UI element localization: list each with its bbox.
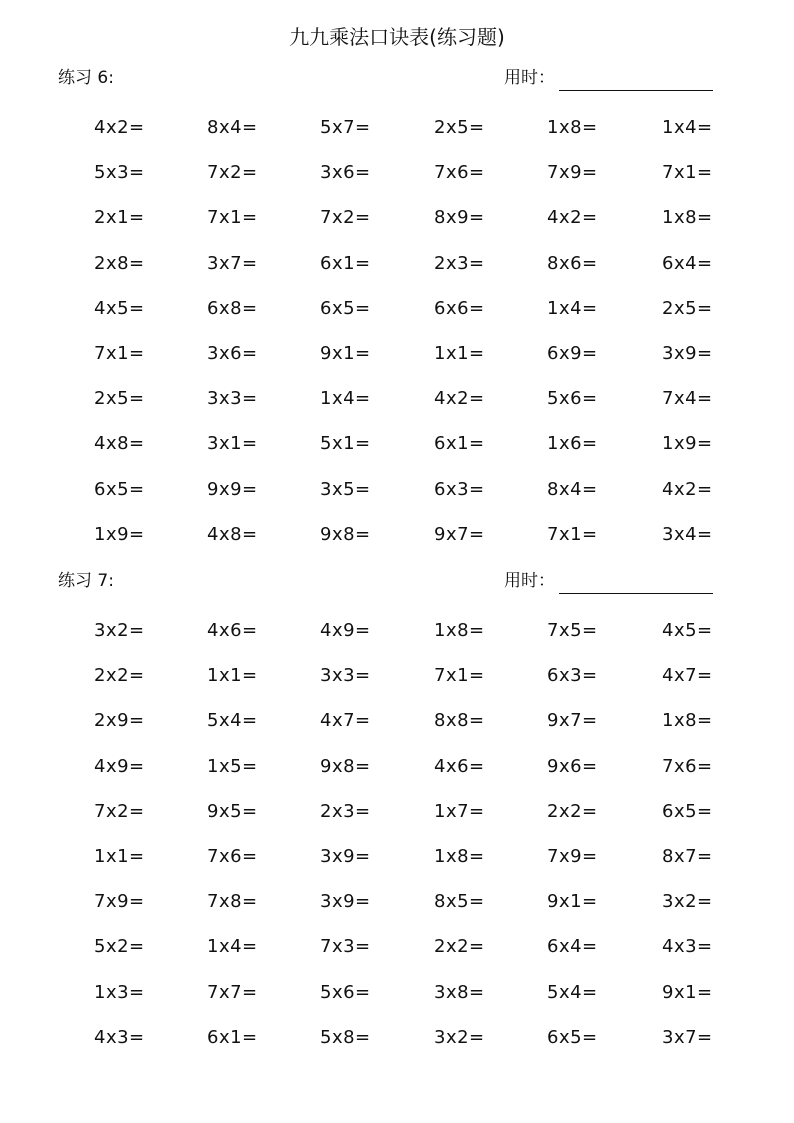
- problem-grid: [0, 106, 794, 558]
- problem-row: [0, 151, 794, 196]
- section-header: [0, 565, 794, 599]
- multiplication-problem: 7x1=: [547, 523, 598, 545]
- multiplication-problem: 6x3=: [547, 665, 598, 687]
- multiplication-problem: 7x9=: [547, 162, 598, 184]
- multiplication-problem: 3x4=: [662, 523, 713, 545]
- multiplication-problem: 9x1=: [547, 891, 598, 913]
- multiplication-problem: 3x9=: [320, 891, 371, 913]
- multiplication-problem: 1x8=: [662, 710, 713, 732]
- multiplication-problem: 1x1=: [207, 665, 258, 687]
- multiplication-problem: 9x7=: [547, 710, 598, 732]
- multiplication-problem: 4x5=: [662, 620, 713, 641]
- time-blank-line[interactable]: [559, 66, 713, 91]
- multiplication-problem: 9x5=: [207, 800, 258, 822]
- multiplication-problem: 8x7=: [662, 845, 713, 867]
- multiplication-problem: 8x4=: [547, 478, 598, 500]
- multiplication-problem: 1x8=: [547, 117, 598, 138]
- multiplication-problem: 3x8=: [434, 981, 485, 1003]
- multiplication-problem: 3x3=: [320, 665, 371, 687]
- multiplication-problem: 4x9=: [94, 755, 145, 777]
- multiplication-problem: 9x9=: [207, 478, 258, 500]
- multiplication-problem: 3x9=: [662, 342, 713, 364]
- multiplication-problem: 9x1=: [662, 981, 713, 1003]
- multiplication-problem: 2x2=: [94, 665, 145, 687]
- multiplication-problem: 8x5=: [434, 891, 485, 913]
- problem-row: [0, 745, 794, 790]
- multiplication-problem: 6x8=: [207, 297, 258, 319]
- problem-row: [0, 422, 794, 467]
- problem-row: [0, 790, 794, 835]
- multiplication-problem: 3x7=: [662, 1026, 713, 1048]
- exercise-section-6: [0, 62, 794, 545]
- multiplication-problem: 4x6=: [434, 755, 485, 777]
- multiplication-problem: 1x5=: [207, 755, 258, 777]
- multiplication-problem: 1x8=: [434, 620, 485, 641]
- multiplication-problem: 2x2=: [434, 936, 485, 958]
- multiplication-problem: 9x8=: [320, 755, 371, 777]
- problem-row: [0, 287, 794, 332]
- multiplication-problem: 4x8=: [207, 523, 258, 545]
- multiplication-problem: 3x2=: [662, 891, 713, 913]
- multiplication-problem: 1x1=: [434, 342, 485, 364]
- multiplication-problem: 2x5=: [94, 388, 145, 410]
- time-field: [504, 66, 713, 92]
- time-field: [504, 569, 713, 595]
- multiplication-problem: 3x3=: [207, 388, 258, 410]
- multiplication-problem: 9x1=: [320, 342, 371, 364]
- multiplication-problem: 4x2=: [434, 388, 485, 410]
- multiplication-problem: 1x4=: [662, 117, 713, 138]
- problem-row: [0, 699, 794, 744]
- multiplication-problem: 4x8=: [94, 433, 145, 455]
- multiplication-problem: 5x4=: [207, 710, 258, 732]
- multiplication-problem: 5x4=: [547, 981, 598, 1003]
- multiplication-problem: 7x4=: [662, 388, 713, 410]
- multiplication-problem: 6x9=: [547, 342, 598, 364]
- problem-row: [0, 242, 794, 287]
- multiplication-problem: 7x2=: [94, 800, 145, 822]
- time-label: 用时：: [504, 68, 555, 88]
- multiplication-problem: 7x6=: [434, 162, 485, 184]
- section-header: [0, 62, 794, 96]
- multiplication-problem: 6x3=: [434, 478, 485, 500]
- multiplication-problem: 5x7=: [320, 117, 371, 138]
- multiplication-problem: 2x5=: [662, 297, 713, 319]
- multiplication-problem: 6x5=: [320, 297, 371, 319]
- problem-grid: [0, 609, 794, 1061]
- multiplication-problem: 5x6=: [547, 388, 598, 410]
- multiplication-problem: 5x3=: [94, 162, 145, 184]
- multiplication-problem: 7x9=: [547, 845, 598, 867]
- multiplication-problem: 5x6=: [320, 981, 371, 1003]
- page-title: 九九乘法口诀表(练习题): [289, 25, 505, 49]
- problem-row: [0, 971, 794, 1016]
- multiplication-problem: 1x9=: [94, 523, 145, 545]
- multiplication-problem: 1x6=: [547, 433, 598, 455]
- multiplication-problem: 4x5=: [94, 297, 145, 319]
- multiplication-problem: 2x3=: [434, 252, 485, 274]
- multiplication-problem: 1x7=: [434, 800, 485, 822]
- multiplication-problem: 4x2=: [547, 207, 598, 229]
- multiplication-problem: 7x2=: [207, 162, 258, 184]
- multiplication-problem: 6x1=: [320, 252, 371, 274]
- problem-row: [0, 332, 794, 377]
- multiplication-problem: 1x8=: [434, 845, 485, 867]
- multiplication-problem: 9x6=: [547, 755, 598, 777]
- multiplication-problem: 9x7=: [434, 523, 485, 545]
- multiplication-problem: 6x1=: [207, 1026, 258, 1048]
- multiplication-problem: 2x9=: [94, 710, 145, 732]
- problem-row: [0, 654, 794, 699]
- multiplication-problem: 8x6=: [547, 252, 598, 274]
- problem-row: [0, 513, 794, 558]
- multiplication-problem: 4x2=: [662, 478, 713, 500]
- multiplication-problem: 4x7=: [320, 710, 371, 732]
- multiplication-problem: 5x2=: [94, 936, 145, 958]
- multiplication-problem: 6x5=: [94, 478, 145, 500]
- multiplication-problem: 1x1=: [94, 845, 145, 867]
- multiplication-problem: 5x1=: [320, 433, 371, 455]
- multiplication-problem: 8x8=: [434, 710, 485, 732]
- multiplication-problem: 5x8=: [320, 1026, 371, 1048]
- multiplication-problem: 8x9=: [434, 207, 485, 229]
- problem-row: [0, 925, 794, 970]
- multiplication-problem: 4x3=: [662, 936, 713, 958]
- multiplication-problem: 3x9=: [320, 845, 371, 867]
- multiplication-problem: 3x1=: [207, 433, 258, 455]
- time-blank-line[interactable]: [559, 569, 713, 594]
- exercise-section-7: [0, 565, 794, 1048]
- multiplication-problem: 4x7=: [662, 665, 713, 687]
- multiplication-problem: 7x1=: [94, 342, 145, 364]
- multiplication-problem: 4x9=: [320, 620, 371, 641]
- problem-row: [0, 468, 794, 513]
- multiplication-problem: 1x8=: [662, 207, 713, 229]
- multiplication-problem: 6x6=: [434, 297, 485, 319]
- multiplication-problem: 7x8=: [207, 891, 258, 913]
- multiplication-problem: 6x5=: [662, 800, 713, 822]
- exercise-label: 练习 7:: [58, 571, 114, 591]
- multiplication-problem: 7x7=: [207, 981, 258, 1003]
- multiplication-problem: 3x5=: [320, 478, 371, 500]
- multiplication-problem: 2x3=: [320, 800, 371, 822]
- problem-row: [0, 880, 794, 925]
- problem-row: [0, 377, 794, 422]
- time-label: 用时：: [504, 571, 555, 591]
- multiplication-problem: 7x1=: [434, 665, 485, 687]
- multiplication-problem: 8x4=: [207, 117, 258, 138]
- problem-row: [0, 196, 794, 241]
- multiplication-problem: 1x4=: [207, 936, 258, 958]
- multiplication-problem: 2x5=: [434, 117, 485, 138]
- multiplication-problem: 1x4=: [547, 297, 598, 319]
- multiplication-problem: 3x6=: [320, 162, 371, 184]
- exercise-label: 练习 6:: [58, 68, 114, 88]
- multiplication-problem: 3x7=: [207, 252, 258, 274]
- multiplication-problem: 3x6=: [207, 342, 258, 364]
- multiplication-problem: 6x1=: [434, 433, 485, 455]
- multiplication-problem: 1x4=: [320, 388, 371, 410]
- multiplication-problem: 1x3=: [94, 981, 145, 1003]
- multiplication-problem: 9x8=: [320, 523, 371, 545]
- multiplication-problem: 7x6=: [662, 755, 713, 777]
- multiplication-problem: 3x2=: [434, 1026, 485, 1048]
- multiplication-problem: 7x5=: [547, 620, 598, 641]
- problem-row: [0, 106, 794, 151]
- multiplication-problem: 6x5=: [547, 1026, 598, 1048]
- multiplication-problem: 2x1=: [94, 207, 145, 229]
- problem-row: [0, 835, 794, 880]
- multiplication-problem: 6x4=: [662, 252, 713, 274]
- multiplication-problem: 4x3=: [94, 1026, 145, 1048]
- multiplication-problem: 7x9=: [94, 891, 145, 913]
- problem-row: [0, 1016, 794, 1061]
- multiplication-problem: 4x6=: [207, 620, 258, 641]
- problem-row: [0, 609, 794, 654]
- multiplication-problem: 2x2=: [547, 800, 598, 822]
- multiplication-problem: 7x1=: [207, 207, 258, 229]
- multiplication-problem: 7x2=: [320, 207, 371, 229]
- multiplication-problem: 7x6=: [207, 845, 258, 867]
- multiplication-problem: 3x2=: [94, 620, 145, 641]
- multiplication-problem: 7x1=: [662, 162, 713, 184]
- multiplication-problem: 4x2=: [94, 117, 145, 138]
- multiplication-problem: 7x3=: [320, 936, 371, 958]
- multiplication-problem: 1x9=: [662, 433, 713, 455]
- multiplication-problem: 2x8=: [94, 252, 145, 274]
- multiplication-problem: 6x4=: [547, 936, 598, 958]
